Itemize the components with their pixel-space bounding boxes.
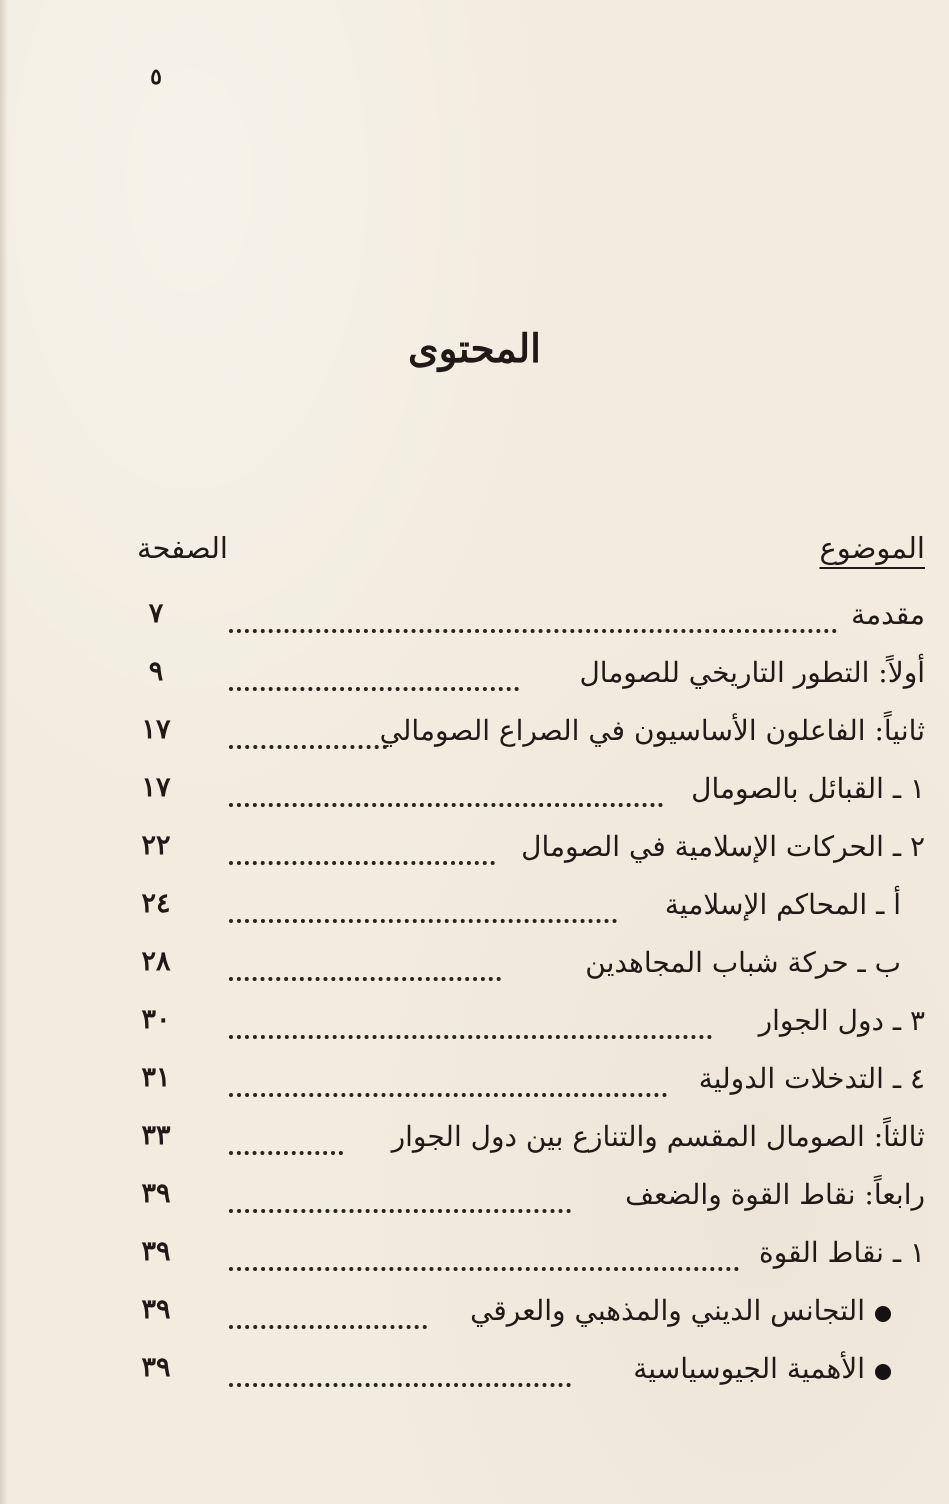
toc-entry-label: التجانس الديني والمذهبي والعرقي: [470, 1294, 865, 1327]
topic-column-header: الموضوع: [819, 531, 925, 565]
dot-leader: [229, 687, 519, 691]
toc-page-number: ٣٩: [141, 1178, 171, 1209]
toc-page-number: ٢٨: [141, 946, 171, 977]
dot-leader: [229, 803, 663, 807]
dot-leader: [229, 919, 617, 923]
toc-entry-label: أ ـ المحاكم الإسلامية: [664, 888, 901, 921]
page-number: ٥: [150, 64, 162, 90]
dot-leader: [229, 861, 495, 865]
dot-leader: [229, 629, 837, 633]
toc-page-number: ٣٩: [141, 1294, 171, 1325]
toc-page-number: ٢٤: [141, 888, 171, 919]
page-column-header: الصفحة: [137, 531, 228, 565]
toc-page-number: ٢٢: [141, 830, 171, 861]
dot-leader: [229, 1209, 571, 1213]
toc-row-strengths: [137, 1236, 925, 1282]
toc-page-number: ٣١: [141, 1062, 171, 1093]
toc-row-main-actors: [137, 714, 925, 760]
toc-entry-label: أولاً: التطور التاريخي للصومال: [579, 656, 925, 689]
toc-entry-label: ١ ـ القبائل بالصومال: [691, 772, 925, 805]
toc-page-number: ١٧: [141, 772, 171, 803]
dot-leader: [229, 977, 501, 981]
toc-page-number: ٣٩: [141, 1236, 171, 1267]
toc-entry-label: مقدمة: [851, 598, 925, 631]
toc-row-strengths-weaknesses: [137, 1178, 925, 1224]
toc-entry-label: ثالثاً: الصومال المقسم والتنازع بين دول الجوار: [391, 1120, 925, 1153]
toc-row-islamic-courts: [137, 888, 925, 934]
toc-page-number: ٣٣: [141, 1120, 171, 1151]
toc-row-homogeneity: [137, 1294, 925, 1340]
bullet-icon: [875, 1364, 891, 1380]
toc-row-islamic-movements: [137, 830, 925, 876]
toc-entry-label: ٢ ـ الحركات الإسلامية في الصومال: [521, 830, 925, 863]
toc-page-number: ٩: [148, 656, 164, 687]
toc-page-number: ٧: [148, 598, 164, 629]
toc-page-number: ٣٩: [141, 1352, 171, 1383]
toc-row-divided-somalia: [137, 1120, 925, 1166]
toc-entry-label: رابعاً: نقاط القوة والضعف: [625, 1178, 925, 1211]
toc-entry-label: ب ـ حركة شباب المجاهدين: [585, 946, 901, 979]
toc-page-number: ١٧: [141, 714, 171, 745]
bullet-icon: [875, 1306, 891, 1322]
toc-entry-label: الأهمية الجيوسياسية: [633, 1352, 865, 1385]
toc-row-introduction: [137, 598, 925, 644]
page-edge-shadow: [0, 0, 8, 1504]
toc-row-neighboring-states: [137, 1004, 925, 1050]
toc-row-tribes: [137, 772, 925, 818]
toc-row-international-interventions: [137, 1062, 925, 1108]
toc-entry-label: ٤ ـ التدخلات الدولية: [698, 1062, 925, 1095]
dot-leader: [229, 1093, 667, 1097]
toc-entry-label: ثانياً: الفاعلون الأساسيون في الصراع الصومالي: [379, 714, 925, 747]
toc-page-number: ٣٠: [141, 1004, 171, 1035]
toc-row-mujahideen-youth: [137, 946, 925, 992]
toc-row-historical-development: [137, 656, 925, 702]
toc-entry-label: ١ ـ نقاط القوة: [759, 1236, 925, 1269]
bullet-entry: [470, 1294, 891, 1328]
toc-row-geopolitical-importance: [137, 1352, 925, 1398]
dot-leader: [229, 1035, 712, 1039]
dot-leader: [229, 1267, 739, 1271]
dot-leader: [229, 745, 387, 749]
dot-leader: [229, 1383, 571, 1387]
bullet-entry: [633, 1352, 891, 1386]
dot-leader: [229, 1151, 343, 1155]
page-title: المحتوى: [408, 326, 541, 372]
toc-entry-label: ٣ ـ دول الجوار: [758, 1004, 925, 1037]
dot-leader: [229, 1325, 427, 1329]
